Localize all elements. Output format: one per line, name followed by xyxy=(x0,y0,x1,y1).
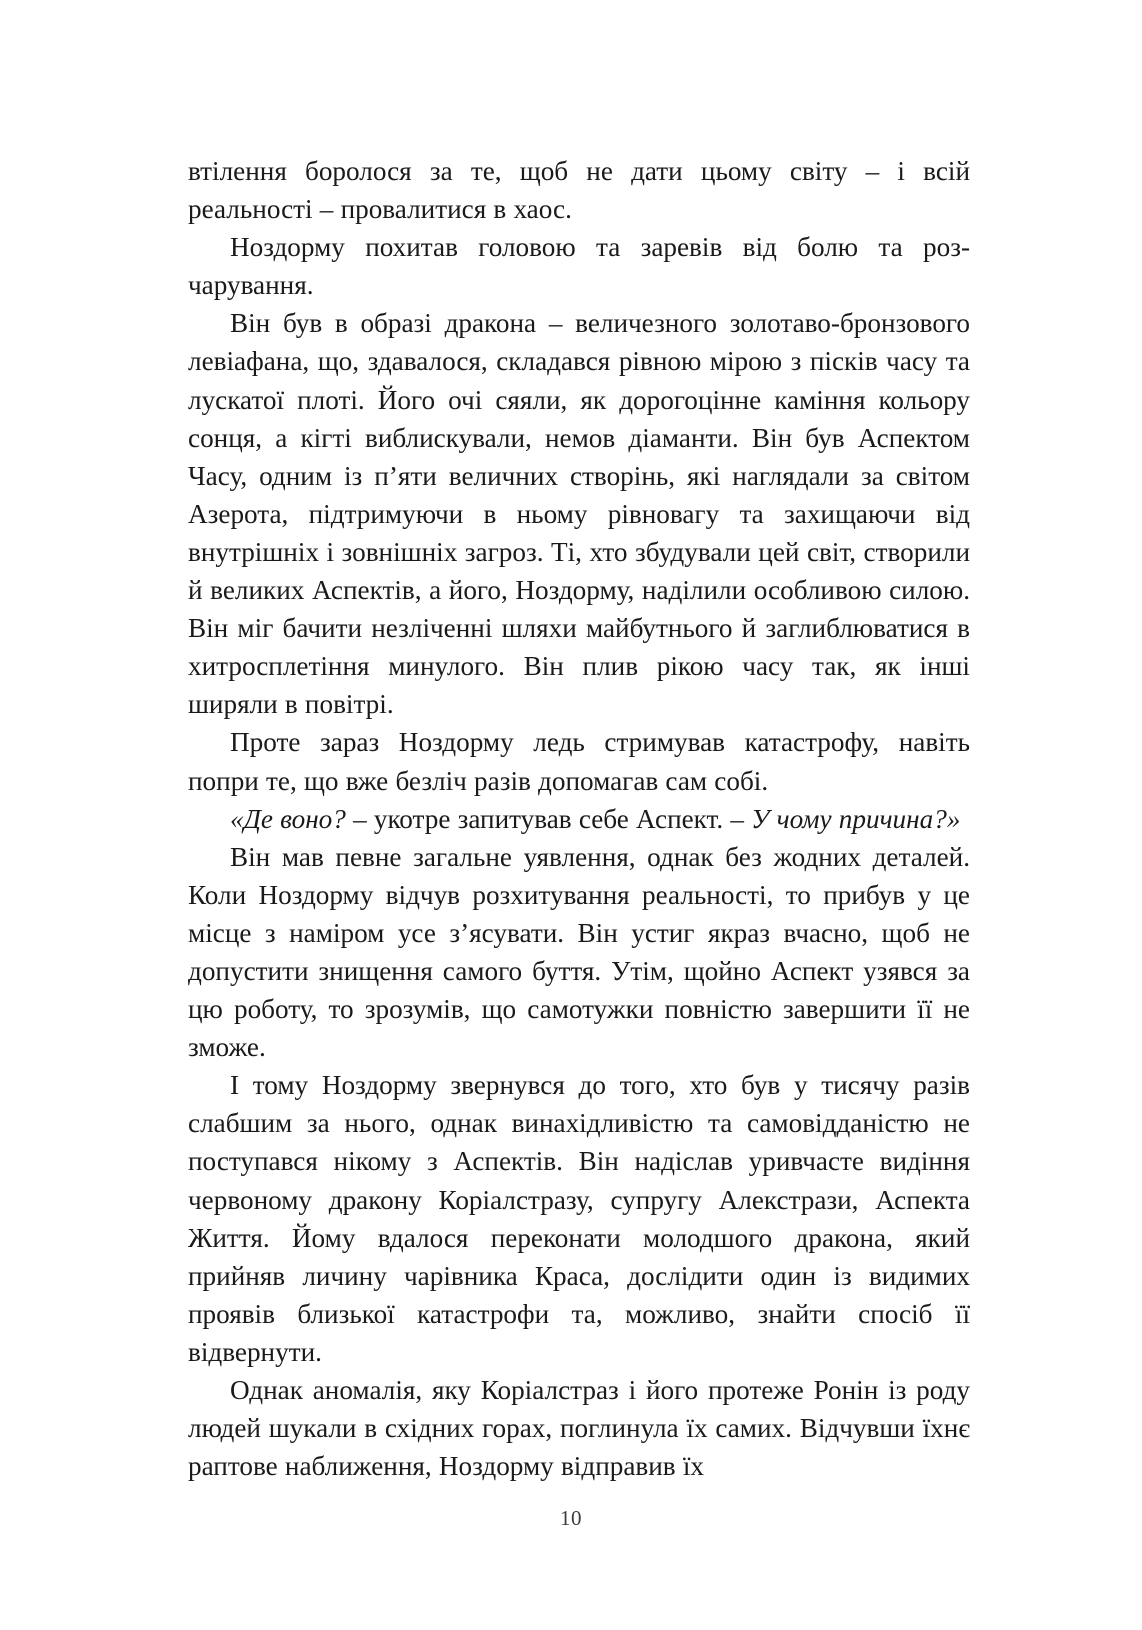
quote-segment-italic-close: У чому причина?» xyxy=(751,803,961,834)
paragraph: Ноздорму похитав головою та заревів від болю та розчарування. xyxy=(188,232,970,301)
paragraph: Він мав певне загальне уявлення, однак без жодних деталей. Коли Ноздорму відчув розхитування реальності, то прибув у це місце з наміром усе з’ясувати. Він устиг якраз вчасно, щоб не допустити знищення самого буття. Утім, щойно Аспект узявся за цю роботу, то зрозумів, що самотужки повністю завершити її не зможе. xyxy=(188,841,970,1063)
quote-segment-roman: – укотре запитував себе Аспект. – xyxy=(353,803,752,834)
paragraph: Він був в образі дракона – величезного золотаво-бронзового левіафана, що, здавалося, складався рівною мірою з пісків часу та лускатої плоті. Його очі сяяли, як дорогоцінне каміння кольору сонця, а кігті виблискували, немов діаманти. Він був Аспектом Часу, одним із п’яти величних створінь, які наглядали за світом Азерота, підтримуючи в ньому рівновагу та захищаючи від внутрішніх і зовнішніх загроз. Ті, хто збудували цей світ, створили й великих Аспектів, а його, Ноздорму, наділили особливою силою. Він міг бачити незліченні шляхи майбутнього й заглиблюватися в хитросплетіння минулого. Він плив рікою часу так, як інші ширяли в повітрі. xyxy=(188,308,970,720)
paragraph: втілення боролося за те, щоб не дати цьому світу – і всій реальності – провалитися в хаос. xyxy=(188,156,970,225)
paragraph: І тому Ноздорму звернувся до того, хто був у тисячу разів слабшим за нього, однак винахідливістю та самовідданістю не поступався нікому з Аспектів. Він надіслав уривчасте видіння червоному дракону Коріалстразу, супругу Алекстрази, Аспекта Життя. Йому вдалося переконати молодшого дракона, який прийняв личину чарівника Краса, дослідити один із видимих проявів близької катастрофи та, можливо, знайти спосіб її відвернути. xyxy=(188,1070,970,1367)
paragraph: Проте зараз Ноздорму ледь стримував катастрофу, навіть попри те, що вже безліч разів допомагав сам собі. xyxy=(188,727,970,796)
paragraph: Однак аномалія, яку Коріалстраз і його протеже Ронін із роду людей шукали в східних горах, поглинула їх самих. Відчувши їхнє раптове наближення, Ноздорму відправив їх xyxy=(188,1375,970,1482)
quote-segment-italic-open: «Де воно? xyxy=(230,803,354,834)
page-number: 10 xyxy=(560,1506,582,1530)
body-text-block xyxy=(188,152,970,1485)
paragraph-italic-quote xyxy=(188,800,970,838)
